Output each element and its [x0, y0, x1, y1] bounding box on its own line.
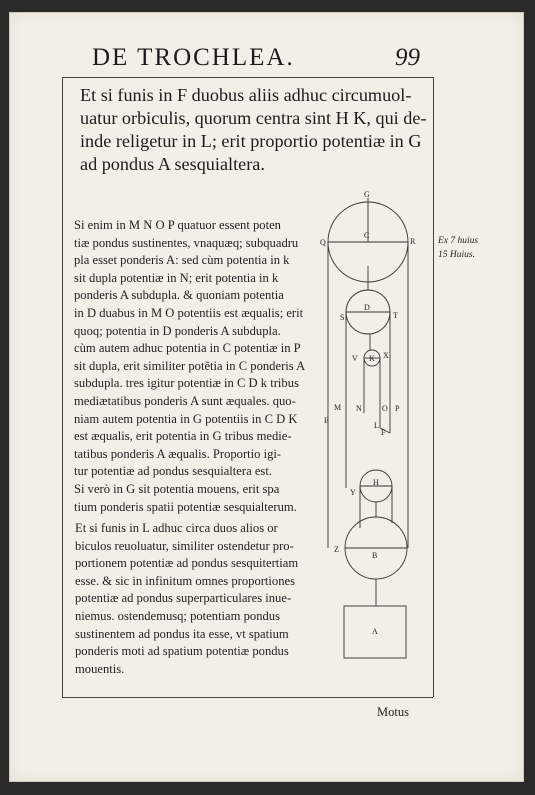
label-t: T: [393, 311, 398, 320]
margin-note-line: Ex 7 huius: [438, 236, 479, 246]
text-line: mouentis.: [75, 661, 125, 676]
proposition-line: inde religetur in L; erit proportio potentiæ in G: [80, 131, 422, 151]
text-line: pla esset ponderis A: sed cùm potentia in k: [74, 253, 290, 268]
margin-note-line: 15 Huius.: [438, 250, 475, 260]
label-z: Z: [334, 545, 339, 554]
text-line: sit dupla potentiæ in N; erit potentia in k: [74, 270, 279, 285]
margin-note: [438, 234, 478, 262]
text-line: mediætatibus ponderis A sunt æquales. quo-: [74, 393, 296, 408]
page-number: 99: [395, 44, 420, 71]
label-d: D: [364, 303, 370, 312]
label-r: R: [410, 237, 416, 246]
text-line: ponderis moti ad spatium potentiæ pondus: [75, 644, 289, 659]
text-line: Si verò in G sit potentia mouens, erit spa: [74, 481, 280, 496]
text-line: portionem potentiæ ad pondus sesquitertiam: [75, 556, 299, 571]
pulley-diagram: [320, 188, 432, 668]
label-e: E: [324, 416, 329, 425]
label-g: G: [364, 190, 370, 199]
text-line: sustinentem ad pondus ita esse, vt spatium: [75, 626, 289, 641]
label-b: B: [372, 551, 378, 560]
label-f: F: [381, 428, 386, 437]
label-n: N: [356, 404, 362, 413]
label-l: L: [374, 421, 379, 430]
label-h: H: [373, 478, 379, 487]
text-line: Si enim in M N O P quatuor essent poten: [74, 218, 281, 232]
label-y: Y: [350, 488, 356, 497]
left-frame-rule: [62, 77, 63, 697]
proposition-line: ad pondus A sesquialtera.: [80, 154, 265, 174]
text-line: potentiæ ad pondus superparticulares inue-: [75, 591, 292, 606]
label-v: V: [352, 354, 358, 363]
right-frame-rule: [433, 77, 434, 697]
text-line: biculos reuoluatur, similiter ostendetur pro-: [75, 538, 294, 553]
label-x: X: [383, 351, 389, 360]
text-line: niam autem potentia in G potentiis in C D K: [74, 411, 298, 426]
text-line: tium ponderis spatii potentiæ sesquialterum.: [74, 499, 297, 514]
text-line: tur potentiæ ad pondus sesquialtera est.: [74, 464, 272, 479]
text-line: Et si funis in L adhuc circa duos alios or: [75, 521, 278, 535]
text-line: tiæ pondus sustinentes, vnaquæq; subquadru: [74, 235, 299, 250]
text-line: ponderis A subdupla. & quoniam potentia: [74, 288, 284, 303]
label-s: S: [340, 313, 345, 322]
label-m: M: [334, 403, 342, 412]
text-line: quoq; potentia in D ponderis A subdupla.: [74, 323, 281, 338]
label-p: P: [395, 404, 400, 413]
proposition-text: [80, 84, 430, 176]
text-line: sit dupla, erit similiter potẽtia in C ponderis A: [74, 358, 306, 373]
paragraph-corollary: [75, 520, 323, 678]
label-k: K: [369, 354, 375, 363]
text-line: esse. & sic in infinitum omnes proportiones: [75, 573, 296, 588]
proposition-line: Et si funis in F duobus aliis adhuc circumuol-: [80, 85, 412, 105]
text-line: cùm autem adhuc potentia in C potentiæ in P: [74, 341, 301, 356]
proposition-line: uatur orbiculis, quorum centra sint H K, qui de-: [80, 108, 427, 128]
paragraph-demonstration: [74, 217, 322, 516]
text-line: tatibus ponderis A æqualis. Proportio igi-: [74, 446, 282, 461]
running-head: DE TROCHLEA.: [92, 44, 295, 71]
bottom-frame-rule: [62, 697, 433, 698]
label-q: Q: [320, 238, 326, 247]
catchword: Motus: [377, 705, 409, 719]
text-line: niemus. ostendemusq; potentiam pondus: [75, 608, 280, 623]
label-a: A: [372, 627, 378, 636]
header-rule: [62, 77, 433, 78]
text-line: est æqualis, erit potentia in G tribus medie-: [74, 429, 292, 444]
label-c: C: [364, 231, 370, 240]
label-o: O: [382, 404, 388, 413]
text-line: subdupla. tres igitur potentiæ in C D k tribus: [74, 376, 299, 391]
text-line: in D duabus in M O potentiis est æqualis; erit: [74, 305, 304, 320]
